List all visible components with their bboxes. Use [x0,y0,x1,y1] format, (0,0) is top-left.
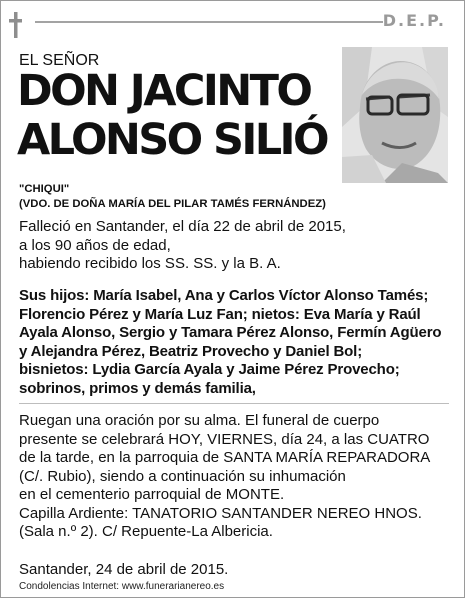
funeral-details [19,412,459,542]
section-divider [19,403,449,404]
funeral-line: (C/. Rubio), siendo a continuación su inhumación [19,467,346,485]
alias-line: (VDO. DE DOÑA MARÍA DEL PILAR TAMÉS FERNÁNDEZ) [19,198,326,210]
funeral-line: (Sala n.º 2). C/ Repuente-La Albericia. [19,523,273,540]
funeral-line: de la tarde, en la parroquia de SANTA MARÍA REPARADORA [19,449,431,466]
death-details [19,218,459,274]
condolences-footer: Condolencias Internet: www.funerarianereo.es [19,581,225,592]
family-list [19,287,459,398]
dep-label: D.E.P. [382,11,446,30]
funeral-line: en el cementerio parroquial de MONTE. [19,486,285,503]
deceased-name [17,67,337,165]
alias-line: "CHIQUI" [19,183,70,195]
header-rule [35,21,383,23]
funeral-line: presente se celebrará HOY, VIERNES, día 24, a las CUATRO [19,430,430,448]
funeral-line: Ruegan una oración por su alma. El funeral de cuerpo [19,412,380,429]
family-line: sobrinos, primos y demás familia, [19,379,256,397]
family-line: Sus hijos: María Isabel, Ana y Carlos Víctor Alonso Tamés; [19,287,429,304]
latin-cross-icon [9,12,22,38]
deceased-name-line: DON JACINTO [17,66,311,116]
portrait-photo-icon [342,47,448,183]
alias-block [19,182,459,212]
date-line: Santander, 24 de abril de 2015. [19,561,229,578]
death-line: habiendo recibido los SS. SS. y la B. A. [19,255,281,272]
death-line: Falleció en Santander, el día 22 de abril de 2015, [19,218,346,235]
deceased-name-line: ALONSO SILIÓ [17,115,327,165]
family-line: y Alejandra Pérez, Beatriz Provecho y Daniel Bol; [19,342,363,360]
death-line: a los 90 años de edad, [19,236,171,254]
family-line: Florencio Pérez y María Luz Fan; nietos: Eva María y Raúl [19,305,421,323]
funeral-line: Capilla Ardiente: TANATORIO SANTANDER NEREO HNOS. [19,504,422,522]
family-line: bisnietos: Lydia García Ayala y Jaime Pérez Provecho; [19,361,400,378]
honorific: EL SEÑOR [19,52,100,69]
family-line: Ayala Alonso, Sergio y Tamara Pérez Alonso, Fermín Agüero [19,324,442,341]
